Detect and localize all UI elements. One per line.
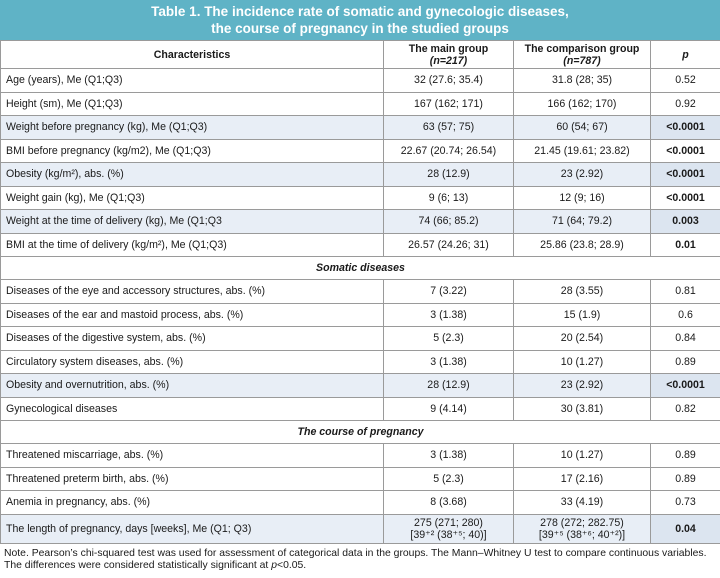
table-title-line1: Table 1. The incidence rate of somatic and gynecologic diseases, (151, 4, 569, 19)
table-row: BMI before pregnancy (kg/m2), Me (Q1;Q3) 22.67 (20.74; 26.54) 21.45 (19.61; 23.82) <0.0001 (1, 139, 720, 163)
table-row: Diseases of the ear and mastoid process, abs. (%) 3 (1.38) 15 (1.9) 0.6 (1, 303, 720, 327)
table-row: Weight gain (kg), Me (Q1;Q3) 9 (6; 13) 12 (9; 16) <0.0001 (1, 186, 720, 210)
length-comp-cell: 278 (272; 282.75) [39⁺⁵ (38⁺⁶; 40⁺²)] (514, 514, 651, 543)
table-row: Anemia in pregnancy, abs. (%) 8 (3.68) 33 (4.19) 0.73 (1, 491, 720, 515)
section-row-somatic (1, 257, 720, 280)
table-note: Note. Pearson’s chi-squared test was used for assessment of categorical data in the groups. The Mann–Whitney U test to compare continuous variables. The differences were considered statistically significant at p<0.05. (4, 547, 707, 571)
table-row: Obesity and overnutrition, abs. (%) 28 (12.9) 23 (2.92) <0.0001 (1, 374, 720, 398)
header-p: p (651, 41, 720, 69)
table-row: Circulatory system diseases, abs. (%) 3 (1.38) 10 (1.27) 0.89 (1, 350, 720, 374)
table-row: Threatened miscarriage, abs. (%) 3 (1.38) 10 (1.27) 0.89 (1, 444, 720, 468)
data-table (0, 40, 720, 544)
length-main-cell: 275 (271; 280) [39⁺² (38⁺⁵; 40)] (384, 514, 514, 543)
section-heading-pregnancy: The course of pregnancy (1, 421, 720, 444)
section-heading-somatic: Somatic diseases (1, 257, 720, 280)
table-row: Obesity (kg/m²), abs. (%) 28 (12.9) 23 (2.92) <0.0001 (1, 163, 720, 187)
table-row: BMI at the time of delivery (kg/m²), Me (Q1;Q3) 26.57 (24.26; 31) 25.86 (23.8; 28.9) 0.01 (1, 233, 720, 257)
table-row: Gynecological diseases 9 (4.14) 30 (3.81) 0.82 (1, 397, 720, 421)
header-characteristics: Characteristics (1, 41, 384, 69)
table-row: Height (sm), Me (Q1;Q3) 167 (162; 171) 166 (162; 170) 0.92 (1, 92, 720, 116)
header-main-group: The main group (n=217) (384, 41, 514, 69)
table-row: Weight before pregnancy (kg), Me (Q1;Q3) 63 (57; 75) 60 (54; 67) <0.0001 (1, 116, 720, 140)
table-row: Weight at the time of delivery (kg), Me (Q1;Q3 74 (66; 85.2) 71 (64; 79.2) 0.003 (1, 210, 720, 234)
table-row: Diseases of the digestive system, abs. (%) 5 (2.3) 20 (2.54) 0.84 (1, 327, 720, 351)
table-row: Threatened preterm birth, abs. (%) 5 (2.3) 17 (2.16) 0.89 (1, 467, 720, 491)
header-comparison-group: The comparison group (n=787) (514, 41, 651, 69)
table-title (0, 0, 720, 40)
section-row-pregnancy (1, 421, 720, 444)
table-title-line2: the course of pregnancy in the studied groups (211, 21, 509, 36)
table-row: Age (years), Me (Q1;Q3) 32 (27.6; 35.4) 31.8 (28; 35) 0.52 (1, 69, 720, 93)
table-header-row (1, 41, 720, 69)
table-row: Diseases of the eye and accessory structures, abs. (%) 7 (3.22) 28 (3.55) 0.81 (1, 280, 720, 304)
table-row: The length of pregnancy, days [weeks], Me (Q1; Q3) 275 (271; 280) [39⁺² (38⁺⁵; 40)] 278 (272; 282.75) [39⁺⁵ (38⁺⁶; 40⁺²)] 0.04 (1, 514, 720, 543)
